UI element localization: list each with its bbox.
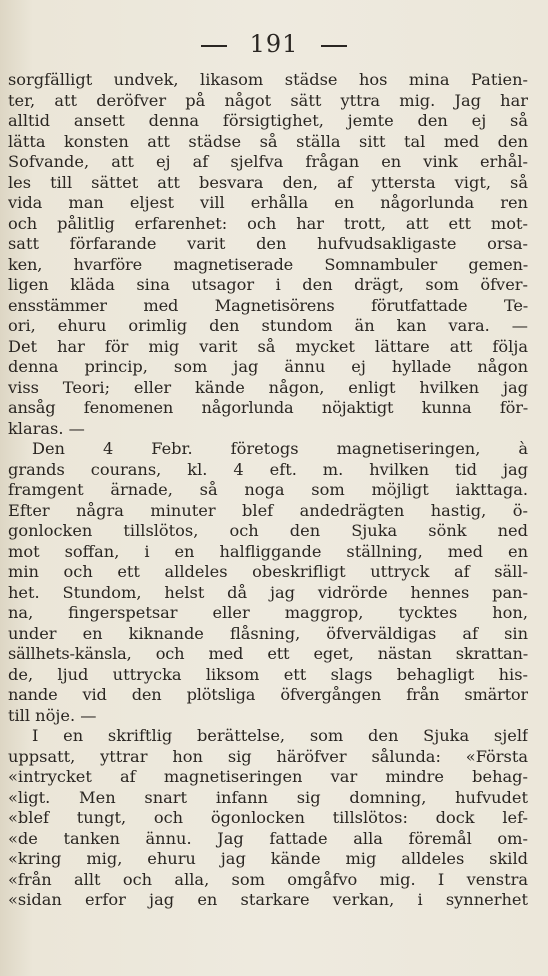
paragraph-3	[8, 726, 528, 911]
text-line: les till sättet att besvara den, af yttersta vigt, så	[8, 172, 528, 192]
page-header	[0, 30, 548, 58]
text-line: de, ljud uttrycka liksom ett slags behagligt his-	[8, 664, 528, 684]
text-line: «från allt och alla, som omgåfvo mig. I venstra	[8, 869, 528, 889]
text-line: mot soffan, i en halfliggande ställning, med en	[8, 541, 528, 561]
text-line: till nöje. —	[8, 705, 97, 725]
text-line: under en kiknande flåsning, öfverväldigas af sin	[8, 623, 528, 643]
text-line: min och ett alldeles obeskrifligt uttryck af säll-	[8, 562, 528, 581]
text-line: Det har för mig varit så mycket lättare att följa	[8, 336, 528, 356]
text-line: «de tanken ännu. Jag fattade alla föremål om-	[8, 828, 528, 848]
text-line: «ligt. Men snart infann sig domning, hufvudet	[8, 787, 528, 807]
text-line: alltid ansett denna försigtighet, jemte den ej så	[8, 111, 528, 130]
text-line: framgent ärnade, så noga som möjligt iakttaga.	[8, 480, 528, 499]
text-line: vida man eljest vill erhålla en någorlunda ren	[8, 193, 528, 212]
text-line: ansåg fenomenen någorlunda nöjaktigt kunna för-	[8, 398, 528, 417]
text-line: denna princip, som jag ännu ej hyllade någon	[8, 357, 528, 376]
text-line: «kring mig, ehuru jag kände mig alldeles skild	[8, 849, 528, 868]
text-line: ori, ehuru orimlig den stundom än kan vara. —	[8, 316, 528, 335]
text-line: Efter några minuter blef andedrägten hastig, ö-	[8, 500, 528, 520]
text-line: och pålitlig erfarenhet: och har trott, att ett mot-	[8, 213, 528, 233]
text-line: na, fingerspetsar eller maggrop, tycktes hon,	[8, 603, 528, 622]
text-line: ter, att deröfver på något sätt yttra mig. Jag har	[8, 90, 528, 110]
header-dash-right	[321, 45, 347, 47]
text-line: het. Stundom, helst då jag vidrörde hennes pan-	[8, 582, 528, 602]
text-line: «blef tungt, och ögonlocken tillslötos: dock lef-	[8, 808, 528, 827]
text-line: sällhets-känsla, och med ett eget, nästan skrattan-	[8, 644, 528, 663]
text-line: I en skriftlig berättelse, som den Sjuka sjelf	[32, 726, 528, 745]
text-line: klaras. —	[8, 418, 85, 438]
text-line: uppsatt, yttrar hon sig häröfver sålunda: «Första	[8, 746, 528, 766]
text-line: gonlocken tillslötos, och den Sjuka sönk ned	[8, 521, 528, 540]
text-line: «sidan erfor jag en starkare verkan, i synnerhet	[8, 890, 528, 909]
text-line: viss Teori; eller kände någon, enligt hvilken jag	[8, 377, 528, 397]
text-line: sorgfälligt undvek, likasom städse hos mina Patien-	[8, 70, 528, 89]
text-line: grands courans, kl. 4 eft. m. hvilken tid jag	[8, 459, 528, 479]
text-line: Den 4 Febr. företogs magnetiseringen, à	[32, 439, 528, 458]
text-line: ligen kläda sina utsagor i den drägt, som öfver-	[8, 275, 528, 294]
text-line: «intrycket af magnetiseringen var mindre behag-	[8, 767, 528, 786]
text-line: ensstämmer med Magnetisörens förutfattade Te-	[8, 295, 528, 315]
text-line: nande vid den plötsliga öfvergången från smärtor	[8, 685, 528, 704]
page-number: 191	[249, 30, 299, 58]
body-text	[8, 70, 528, 911]
text-line: satt förfarande varit den hufvudsakligaste orsa-	[8, 234, 528, 253]
paragraph-1	[8, 70, 528, 439]
text-line: lätta konsten att städse så ställa sitt tal med den	[8, 131, 528, 151]
text-line: Sofvande, att ej af sjelfva frågan en vink erhål-	[8, 152, 528, 171]
paragraph-2	[8, 439, 528, 726]
text-line: ken, hvarföre magnetiserade Somnambuler gemen-	[8, 254, 528, 274]
header-dash-left	[201, 45, 227, 47]
